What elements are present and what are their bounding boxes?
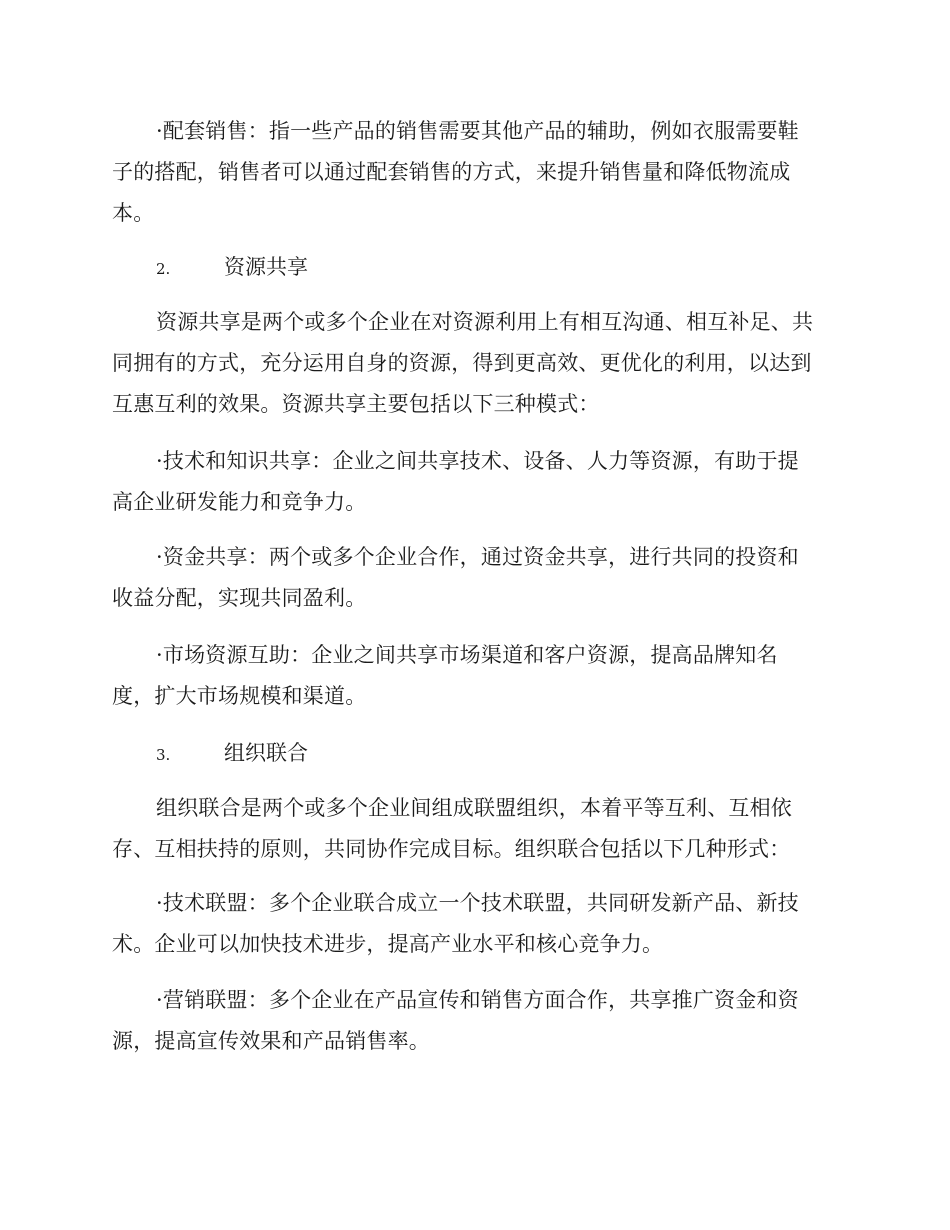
paragraph-organizational-alliance-intro xyxy=(112,788,832,870)
paragraph-tech-alliance xyxy=(112,883,832,965)
text-line: 度，扩大市场规模和渠道。 xyxy=(112,684,367,708)
text-line: 存、互相扶持的原则，共同协作完成目标。组织联合包括以下几种形式： xyxy=(112,837,791,861)
text-line: 源，提高宣传效果和产品销售率。 xyxy=(112,1029,430,1053)
paragraph-market-resource-mutual-aid xyxy=(112,635,832,717)
text-line: 术。企业可以加快技术进步，提高产业水平和核心竞争力。 xyxy=(112,932,664,956)
text-line: 子的搭配，销售者可以通过配套销售的方式，来提升销售量和降低物流成 xyxy=(112,160,791,184)
section-number: 2. xyxy=(156,260,171,278)
section-title: 组织联合 xyxy=(224,741,308,765)
paragraph-capital-sharing xyxy=(112,537,832,619)
text-line: 组织联合是两个或多个企业间组成联盟组织，本着平等互利、互相依 xyxy=(156,796,792,820)
text-line: 本。 xyxy=(112,201,155,225)
section-number: 3. xyxy=(156,746,171,764)
text-line: ·资金共享：两个或多个企业合作，通过资金共享，进行共同的投资和 xyxy=(156,545,799,569)
text-line: ·技术联盟：多个企业联合成立一个技术联盟，共同研发新产品、新技 xyxy=(156,891,799,915)
text-line: 高企业研发能力和竞争力。 xyxy=(112,490,367,514)
text-line: ·技术和知识共享：企业之间共享技术、设备、人力等资源，有助于提 xyxy=(156,449,799,473)
paragraph-marketing-alliance xyxy=(112,980,832,1062)
text-line: ·营销联盟：多个企业在产品宣传和销售方面合作，共享推广资金和资 xyxy=(156,988,799,1012)
paragraph-tech-knowledge-sharing xyxy=(112,441,832,523)
paragraph-bundled-sales xyxy=(112,111,832,234)
text-line: 收益分配，实现共同盈利。 xyxy=(112,586,367,610)
text-line: ·配套销售：指一些产品的销售需要其他产品的辅助，例如衣服需要鞋 xyxy=(156,119,799,143)
text-line: 资源共享是两个或多个企业在对资源利用上有相互沟通、相互补足、共 xyxy=(156,310,814,334)
paragraph-resource-sharing-intro xyxy=(112,302,832,425)
text-line: ·市场资源互助：企业之间共享市场渠道和客户资源，提高品牌知名 xyxy=(156,643,778,667)
section-heading-organizational-alliance xyxy=(156,738,308,770)
text-line: 同拥有的方式，充分运用自身的资源，得到更高效、更优化的利用，以达到 xyxy=(112,351,812,375)
section-heading-resource-sharing xyxy=(156,252,308,284)
section-title: 资源共享 xyxy=(224,255,308,279)
text-line: 互惠互利的效果。资源共享主要包括以下三种模式： xyxy=(112,392,600,416)
